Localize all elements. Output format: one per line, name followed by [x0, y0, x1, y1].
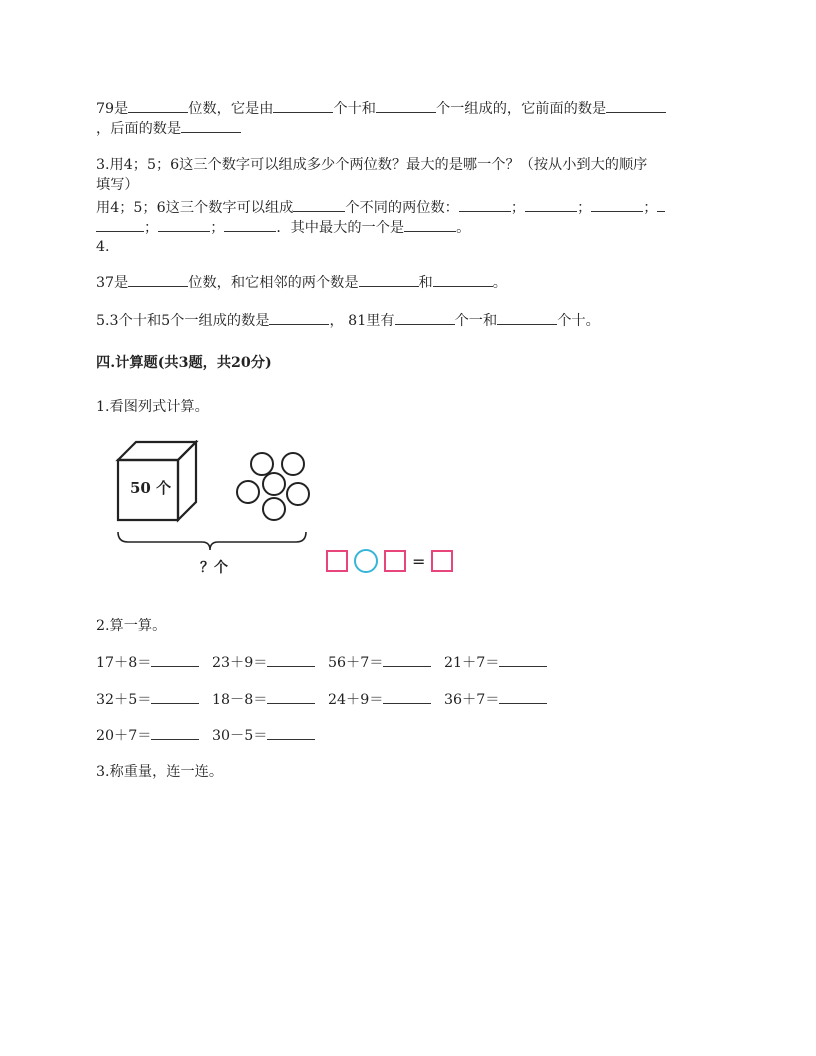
- calc-item: 24＋9＝: [328, 689, 444, 710]
- calc-item: 56＋7＝: [328, 652, 444, 673]
- calc-item: 23＋9＝: [212, 652, 328, 673]
- answer-blank[interactable]: [395, 310, 455, 325]
- q5-line: 5.3个十和5个一组成的数是 ， 81里有 个一和 个十。: [96, 310, 600, 331]
- answer-blank[interactable]: [591, 197, 643, 212]
- answer-box[interactable]: [432, 551, 452, 571]
- brace-icon: [118, 532, 306, 550]
- q2-line-2: ，后面的数是: [96, 118, 241, 139]
- answer-box[interactable]: [327, 551, 347, 571]
- answer-blank[interactable]: [376, 98, 436, 113]
- calc-item: 36＋7＝: [444, 689, 560, 710]
- calc1-figure: [110, 440, 470, 580]
- answer-blank[interactable]: [433, 272, 493, 287]
- calc-item: 18－8＝: [212, 689, 328, 710]
- answer-blank[interactable]: [151, 689, 199, 704]
- answer-blank[interactable]: [497, 310, 557, 325]
- answer-blank[interactable]: [293, 197, 345, 212]
- answer-box[interactable]: [385, 551, 405, 571]
- answer-blank[interactable]: [657, 197, 665, 212]
- q3-question-line-1: 3.用4；5；6这三个数字可以组成多少个两位数？最大的是哪一个？（按从小到大的顺序: [96, 157, 648, 173]
- calc-item: 20＋7＝: [96, 725, 212, 746]
- answer-blank[interactable]: [267, 652, 315, 667]
- section-heading: 四.计算题(共3题，共20分): [96, 355, 272, 371]
- circle-icon: [237, 481, 259, 503]
- calc-item: 30－5＝: [212, 725, 328, 746]
- answer-blank[interactable]: [383, 652, 431, 667]
- answer-blank[interactable]: [151, 652, 199, 667]
- answer-blank[interactable]: [499, 689, 547, 704]
- calc-item: 21＋7＝: [444, 652, 560, 673]
- answer-blank[interactable]: [128, 98, 188, 113]
- answer-blank[interactable]: [273, 98, 333, 113]
- circles-group: [237, 453, 309, 520]
- calc-item: 32＋5＝: [96, 689, 212, 710]
- q4-line: 37是 位数，和它相邻的两个数是 和 。: [96, 272, 507, 293]
- answer-blank[interactable]: [128, 272, 188, 287]
- answer-blank[interactable]: [606, 98, 666, 113]
- q3-answer-line-1: 用4；5；6这三个数字可以组成 个不同的两位数： ； ； ；: [96, 197, 665, 218]
- q3-question-line-2: 填写）: [96, 177, 139, 193]
- calc2-title: 2.算一算。: [96, 618, 167, 634]
- answer-blank[interactable]: [224, 217, 276, 232]
- answer-blank[interactable]: [158, 217, 210, 232]
- circle-icon: [263, 473, 285, 495]
- circle-icon: [282, 453, 304, 475]
- q2-line-1: 79是 位数，它是由 个十和 个一组成的，它前面的数是: [96, 98, 666, 119]
- equals-sign: =: [412, 552, 426, 571]
- answer-blank[interactable]: [499, 652, 547, 667]
- calc1-title: 1.看图列式计算。: [96, 399, 209, 415]
- answer-blank[interactable]: [269, 310, 329, 325]
- q3-answer-line-2: ； ； ．其中最大的一个是 。: [96, 217, 470, 238]
- answer-blank[interactable]: [525, 197, 577, 212]
- calc-row: [96, 725, 328, 746]
- answer-blank[interactable]: [181, 118, 241, 133]
- circle-icon: [263, 498, 285, 520]
- answer-blank[interactable]: [459, 197, 511, 212]
- answer-blank[interactable]: [96, 217, 144, 232]
- answer-blank[interactable]: [151, 725, 199, 740]
- q4-number: 4.: [96, 239, 110, 255]
- calc-row: [96, 652, 560, 673]
- answer-blank[interactable]: [404, 217, 456, 232]
- calc-item: 17＋8＝: [96, 652, 212, 673]
- answer-blank[interactable]: [359, 272, 419, 287]
- answer-blank[interactable]: [383, 689, 431, 704]
- cube-label: 50 个: [130, 479, 172, 497]
- circle-icon: [251, 453, 273, 475]
- calc3-title: 3.称重量，连一连。: [96, 764, 224, 780]
- answer-blank[interactable]: [267, 689, 315, 704]
- circle-icon: [287, 483, 309, 505]
- operator-circle[interactable]: [355, 550, 377, 572]
- calc-row: [96, 689, 560, 710]
- answer-blank[interactable]: [267, 725, 315, 740]
- brace-label: ？个: [200, 560, 228, 576]
